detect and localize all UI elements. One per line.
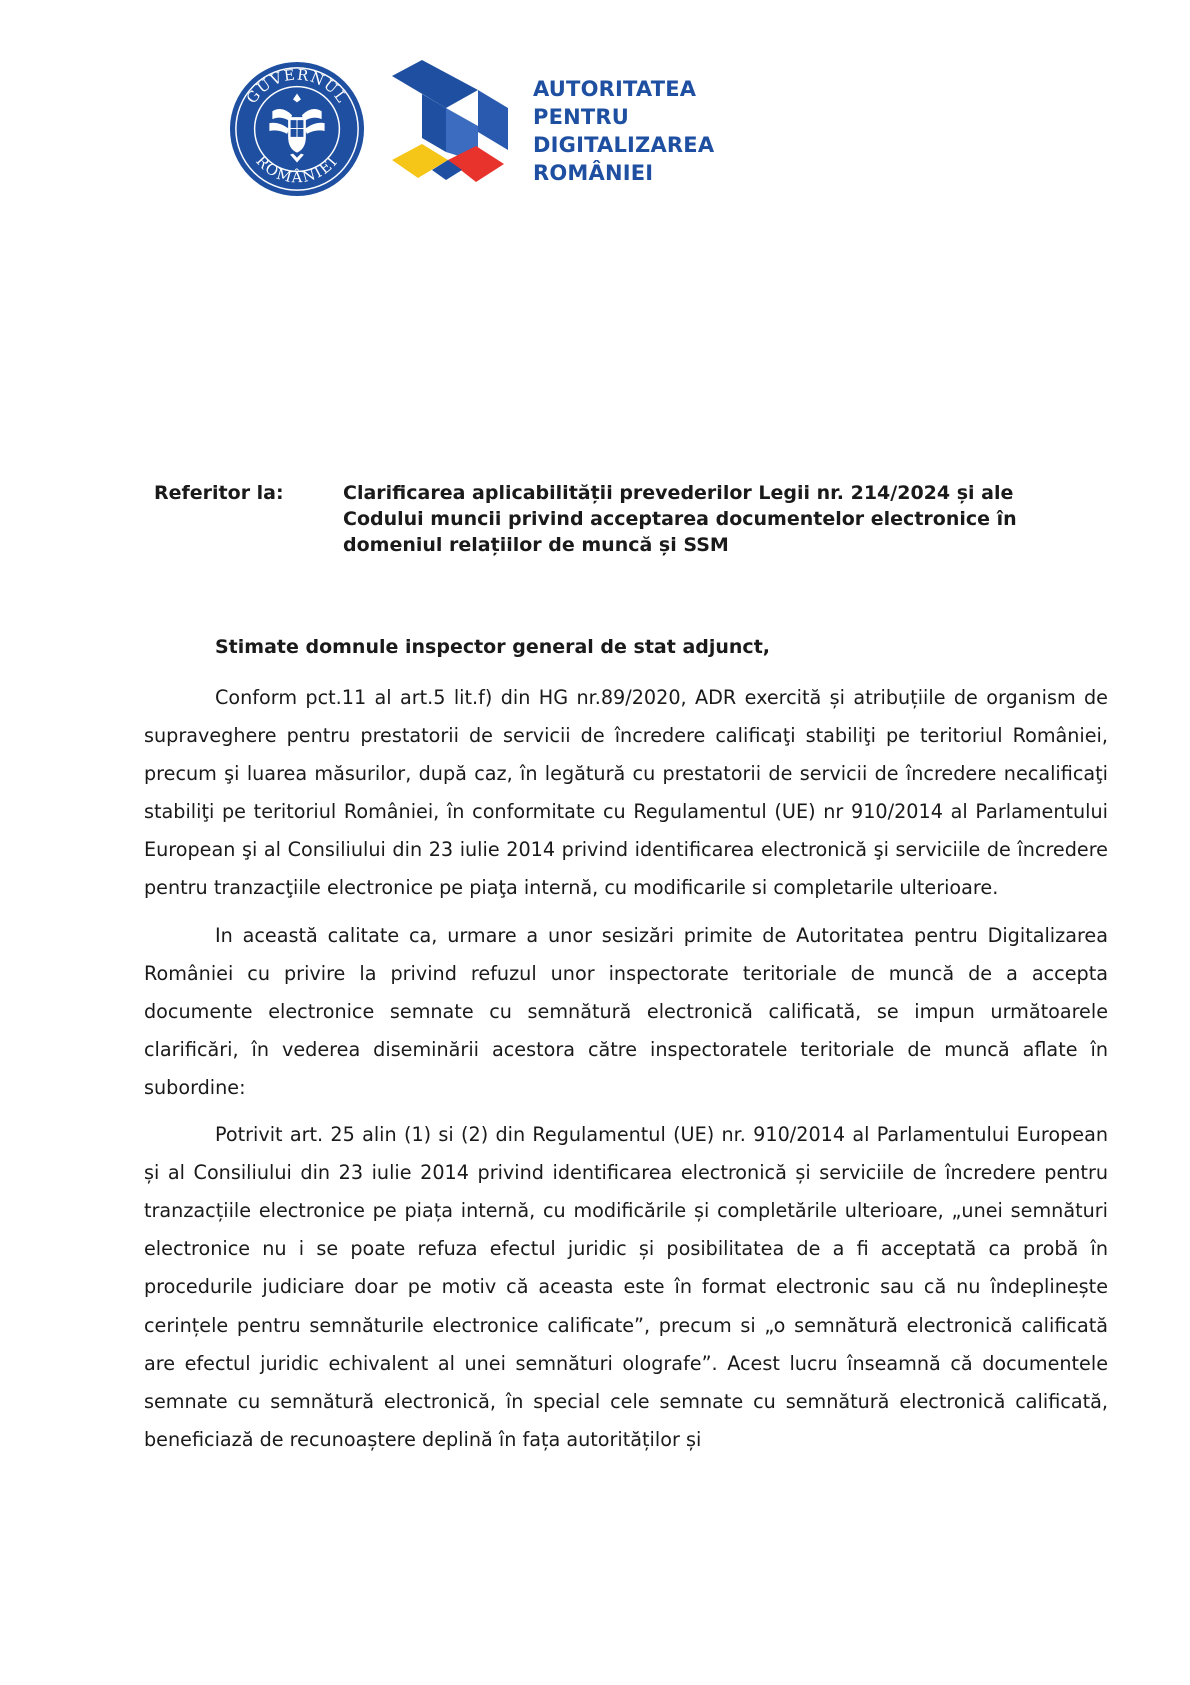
org-line-2: PENTRU (533, 105, 630, 129)
government-seal-icon (228, 58, 366, 200)
paragraph: In această calitate ca, urmare a unor sesizări primite de Autoritatea pentru Digitalizarea României cu privire la privind refuzul unor inspectorate teritoriale de muncă de a accepta documente electronice semnate cu semnătură electronică calificată, se impun următoarele clarificări, în vederea diseminării acestora către inspectoratele teritoriale de muncă aflate în subordine: (144, 923, 1108, 1099)
salutation: Stimate domnule inspector general de stat adjunct, (215, 636, 770, 658)
org-line-4: ROMÂNIEI (533, 161, 654, 185)
paragraph: Conform pct.11 al art.5 lit.f) din HG nr.89/2020, ADR exercită și atribuțiile de organism de supraveghere pentru prestatorii de servicii de încredere calificaţi stabiliţi pe teritoriul României, precum şi luarea măsurilor, după caz, în legătură cu prestatorii de servicii de încredere necalificaţi stabiliţi pe teritoriul României, în conformitate cu Regulamentul (UE) nr 910/2014 al Parlamentului European şi al Consiliului din 23 iulie 2014 privind identificarea electronică şi serviciile de încredere pentru tranzacţiile electronice pe piaţa internă, cu modificarile si completarile ulterioare. (144, 686, 1108, 900)
organization-name (533, 75, 714, 187)
letterhead (0, 0, 1190, 230)
seal-text-bottom: ROMÂNIEI (252, 152, 342, 187)
org-line-1: AUTORITATEA (533, 77, 697, 101)
seal-text-top: GUVERNUL (243, 66, 351, 107)
letter-body (144, 679, 1108, 1468)
org-line-3: DIGITALIZAREA (533, 133, 715, 157)
reference-subject: Clarificarea aplicabilității prevederilor Legii nr. 214/2024 și ale Codului muncii privind acceptarea documentelor electronice în domeniul relațiilor de muncă și SSM (343, 482, 1017, 556)
paragraph: Potrivit art. 25 alin (1) si (2) din Regulamentul (UE) nr. 910/2014 al Parlamentului European și al Consiliului din 23 iulie 2014 privind identificarea electronică și serviciile de încredere pentru tranzacțiile electronice pe piața internă, cu modificările și completările ulterioare, „unei semnături electronice nu i se poate refuza efectul juridic și posibilitatea de a fi acceptată ca probă în procedurile judiciare doar pe motiv că aceasta este în format electronic sau că nu îndeplinește cerințele pentru semnăturile electronice calificate”, precum si „o semnătură electronică calificată are efectul juridic echivalent al unei semnături olografe”. Acest lucru înseamnă că documentele semnate cu semnătură electronică, în special cele semnate cu semnătură electronică calificată, beneficiază de recunoaștere deplină în fața autorităților și (144, 1123, 1108, 1451)
reference-label: Referitor la: (154, 482, 284, 504)
adr-logo-icon (392, 60, 512, 186)
